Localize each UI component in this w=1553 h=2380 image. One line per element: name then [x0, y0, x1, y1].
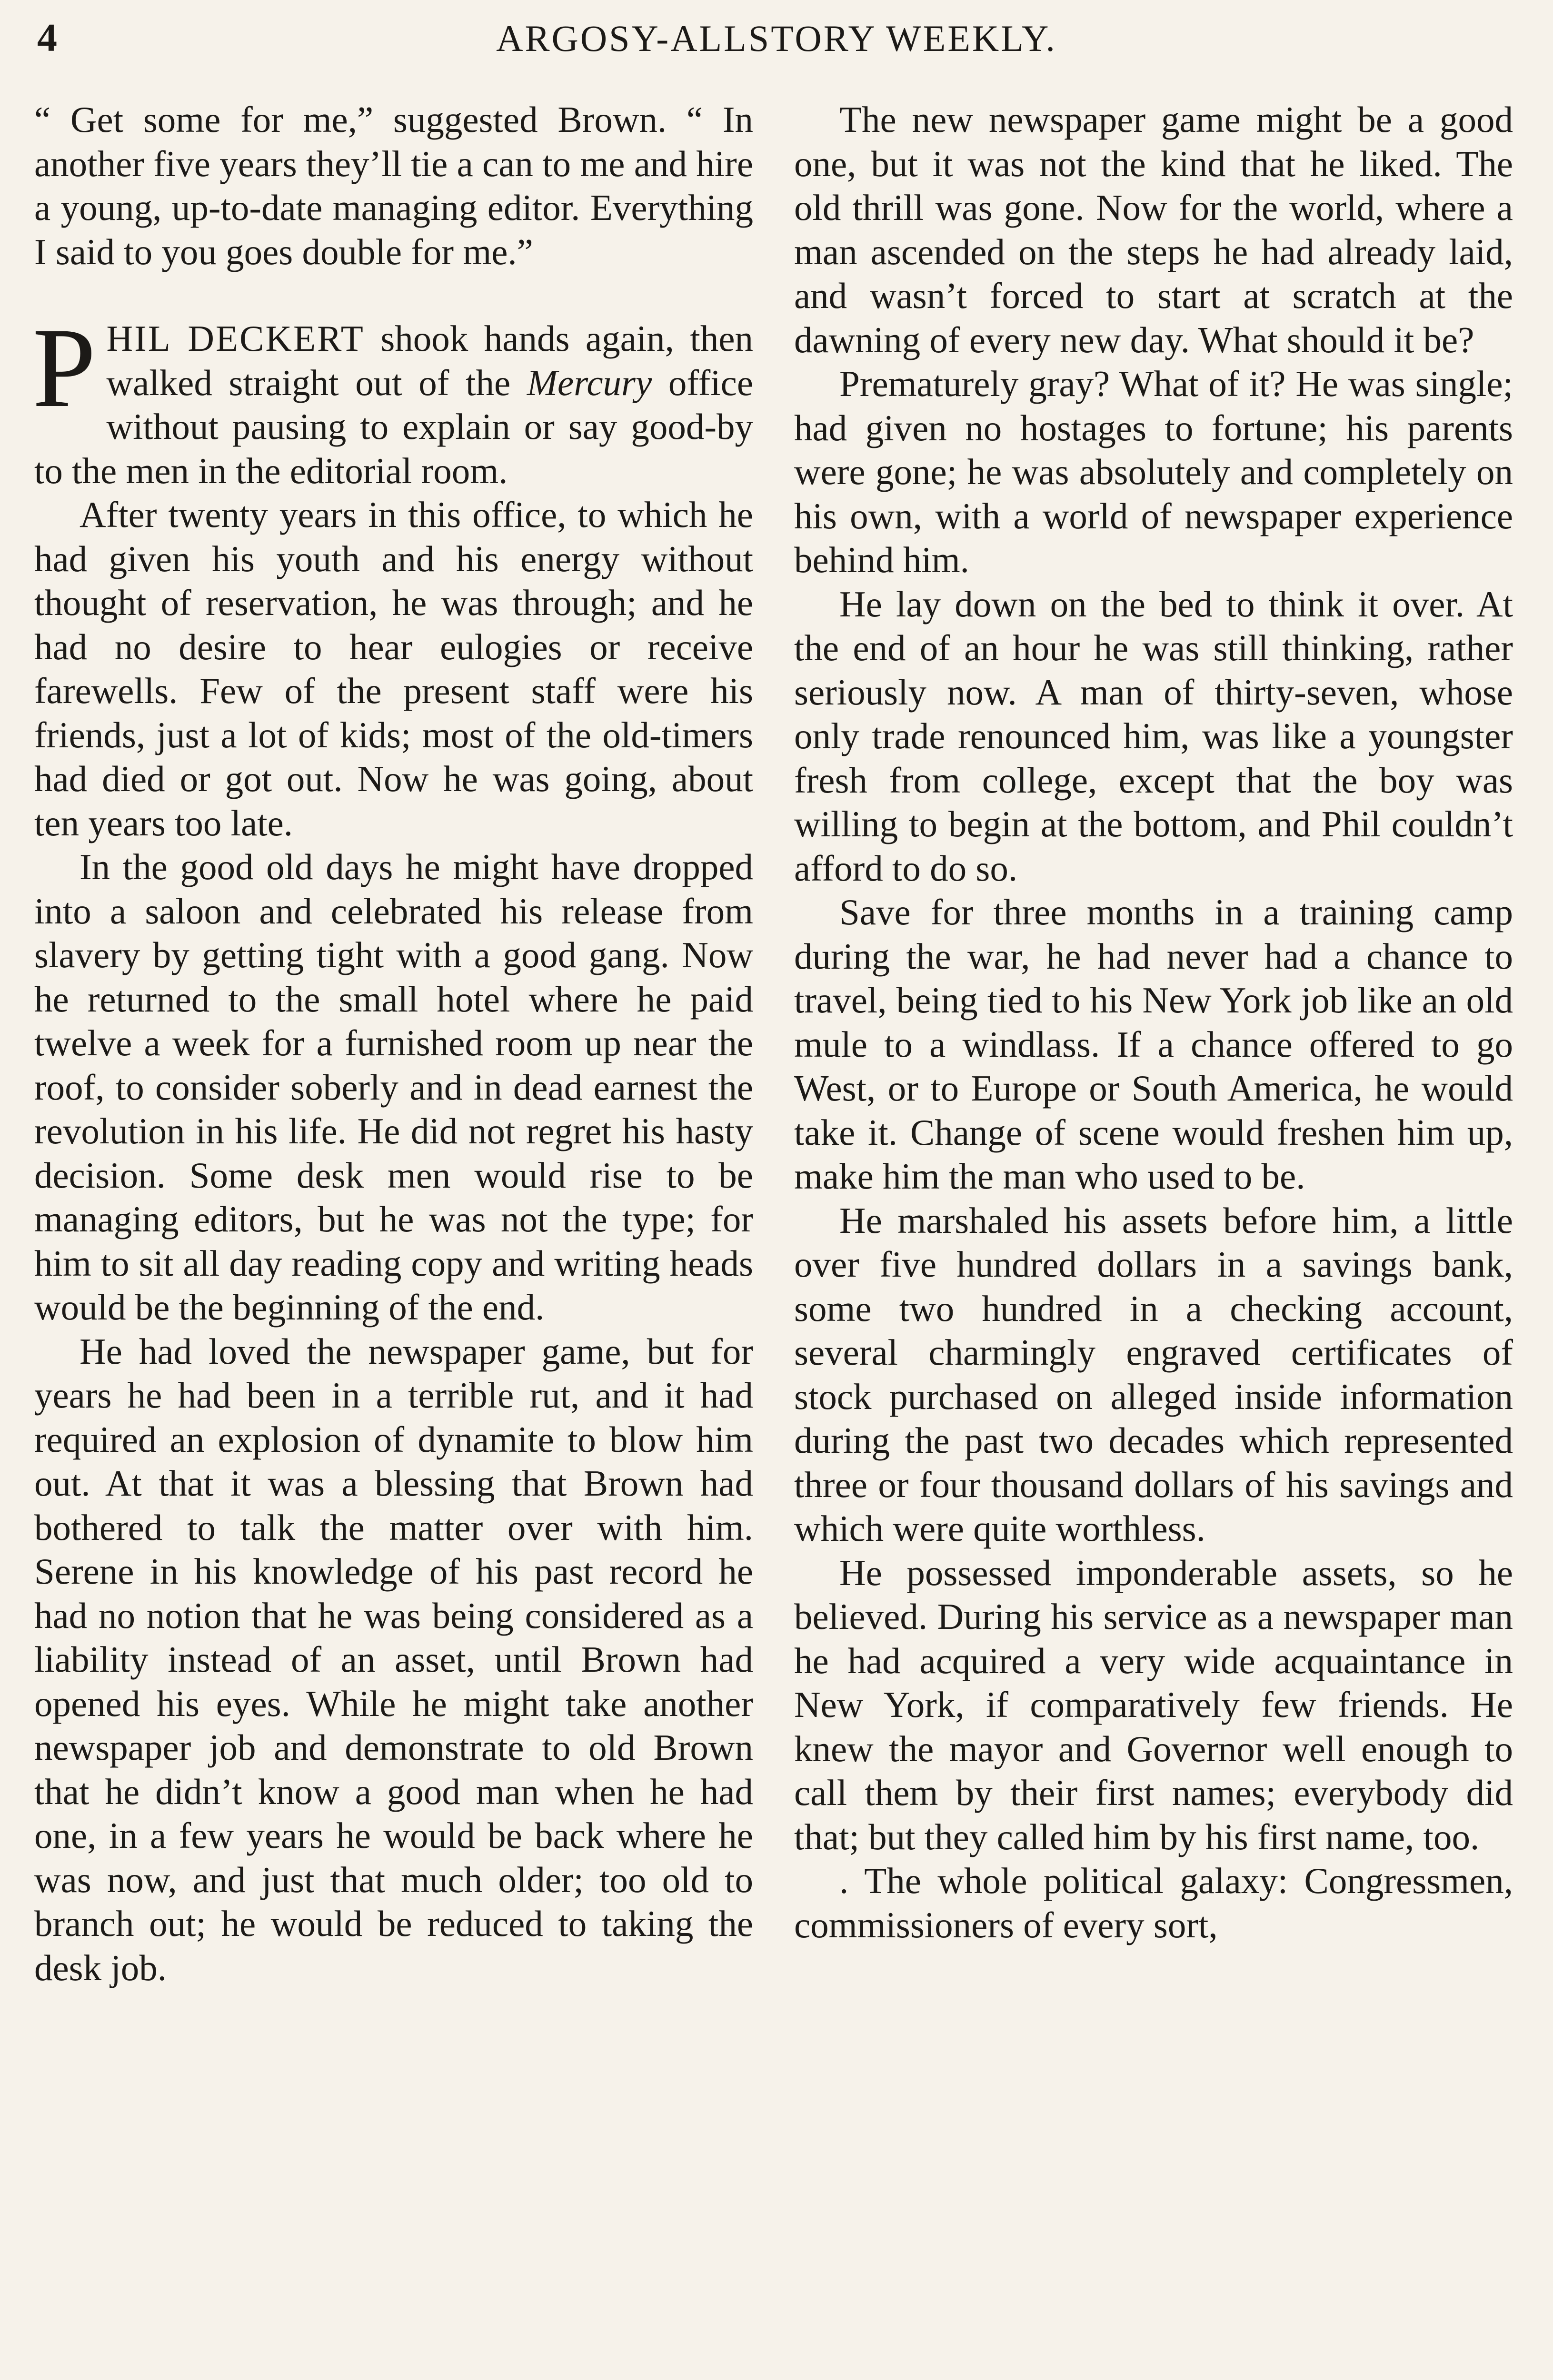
paragraph: He possessed imponderable assets, so he believed. During his service as a newspaper man he had acquired a very wide acquaintance in New York, if comparatively few friends. He knew the mayor and Governor well enough to call them by their first names; everybody did that; but they called him by his first name, too. [794, 1552, 1513, 1857]
paragraph: The new newspaper game might be a good one, but it was not the kind that he liked. The old thrill was gone. Now for the world, where a man ascended on the steps he had already laid, and wasn’t forced to start at scratch at the dawning of every new day. What should it be? [794, 99, 1513, 360]
drop-cap: P [32, 304, 96, 431]
character-name: HIL DECKERT [106, 318, 365, 359]
newspaper-name: Mercury [527, 362, 652, 403]
paragraph: He marshaled his assets before him, a little over five hundred dollars in a savings bank, some two hundred in a checking account, several charmingly engraved certificates of stock purchased on alleged inside information during the past two decades which represented three or four thousand dollars of his savings and which were quite worthless. [794, 1200, 1513, 1549]
paragraph: . The whole political galaxy: Congressmen, commissioners of every sort, [794, 1860, 1513, 1945]
paragraph [32, 304, 753, 493]
paragraph: In the good old days he might have dropped into a saloon and celebrated his release from slavery by getting tight with a good gang. Now he returned to the small hotel where he paid twelve a week for a furnished room up near the roof, to consider soberly and in dead earnest the revolution in his life. He did not regret his hasty decision. Some desk men would rise to be managing editors, but he was not the type; for him to sit all day reading copy and writing heads would be the beginning of the end. [34, 846, 753, 1328]
text-run: shook hands again, then walked straight out of the [106, 318, 753, 403]
paragraph: After twenty years in this office, to which he had given his youth and his energy without thought of reservation, he was through; and he had no desire to hear eulogies or receive farewells. Few of the present staff were his friends, just a lot of kids; most of the old-timers had died or got out. Now he was going, about ten years too late. [34, 494, 753, 843]
paragraph: Prematurely gray? What of it? He was single; had given no hostages to fortune; his parents were gone; he was absolutely and completely on his own, with a world of newspaper experience behind him. [794, 363, 1513, 580]
paragraph: Save for three months in a training camp during the war, he had never had a chance to travel, being tied to his New York job like an old mule to a windlass. If a chance offered to go West, or to Europe or South America, he would take it. Change of scene would freshen him up, make him the man who used to be. [794, 892, 1513, 1197]
page-number: 4 [37, 16, 57, 60]
running-head: ARGOSY-ALLSTORY WEEKLY. [496, 18, 1057, 59]
right-column [794, 98, 1513, 1947]
paragraph: He had loved the newspaper game, but for years he had been in a terrible rut, and it had required an explosion of dynamite to blow him out. At that it was a blessing that Brown had bothered to talk the matter over with him. Serene in his knowledge of his past record he had no notion that he was being considered as a liability instead of an asset, until Brown had opened his eyes. While he might take another newspaper job and demonstrate to old Brown that he didn’t know a good man when he had one, in a few years he would be back where he was now, and just that much older; too old to branch out; he would be reduced to taking the desk job. [34, 1330, 753, 1988]
left-column [34, 98, 753, 1990]
paragraph: “ Get some for me,” suggested Brown. “ In another five years they’ll tie a can to me and hire a young, up-to-date managing editor. Everything I said to you goes double for me.” [34, 99, 753, 272]
text-run: office without pausing to explain or say good-by to the men in the editorial room. [34, 362, 753, 491]
paragraph: He lay down on the bed to think it over. At the end of an hour he was still thinking, rather seriously now. A man of thirty-seven, whose only trade renounced him, was like a youngster fresh from college, except that the boy was willing to begin at the bottom, and Phil couldn’t afford to do so. [794, 583, 1513, 889]
